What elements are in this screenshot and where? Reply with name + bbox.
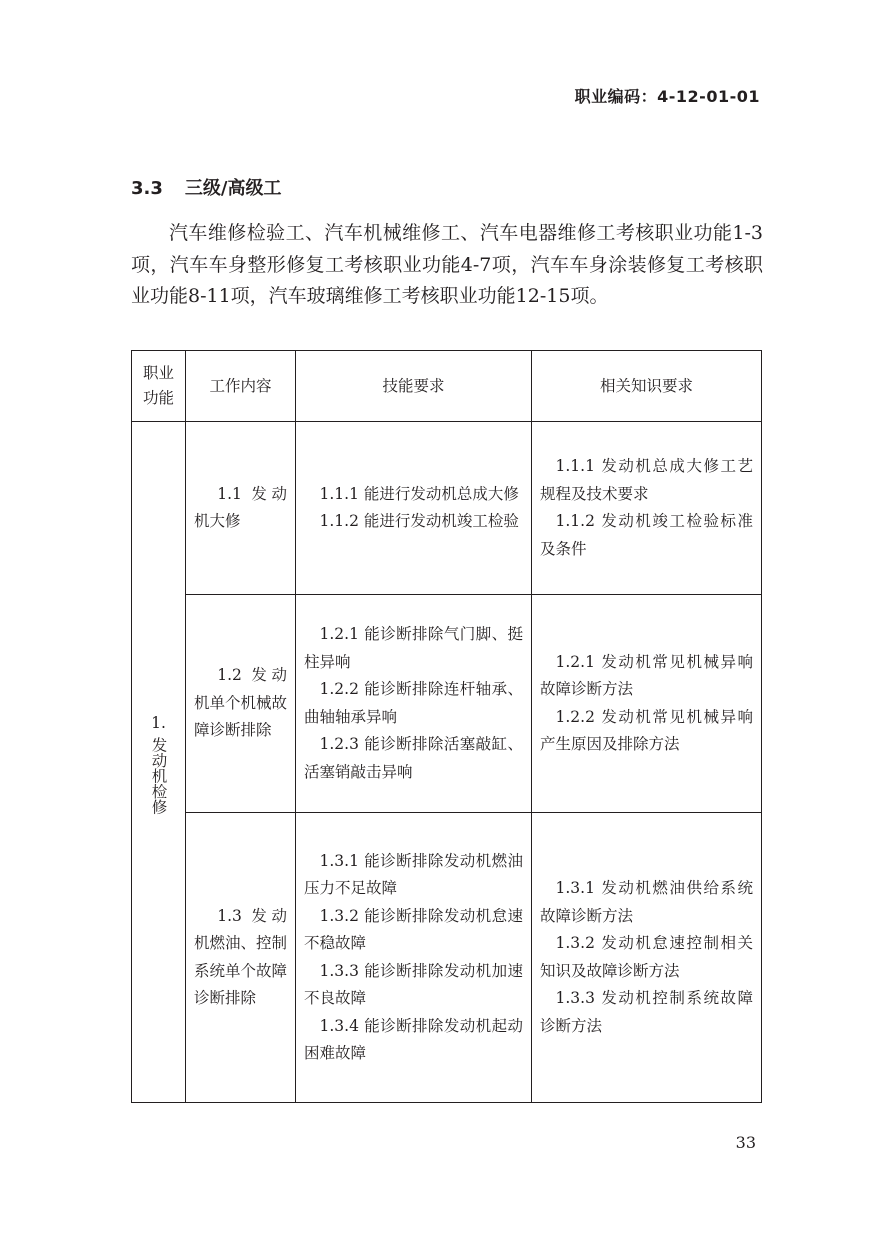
competency-table bbox=[131, 350, 762, 1103]
intro-paragraph: 汽车维修检验工、汽车机械维修工、汽车电器维修工考核职业功能1-3项，汽车车身整形修复工考核职业功能4-7项，汽车车身涂装修复工考核职业功能8-11项，汽车玻璃维修工考核职业功能12-15项。 bbox=[131, 222, 763, 307]
skill-item: 1.1.1 能进行发动机总成大修 bbox=[319, 484, 519, 503]
work-content: 1.3 发动机燃油、控制系统单个故障诊断排除 bbox=[194, 906, 288, 1007]
knowledge-cell bbox=[532, 422, 762, 595]
work-content: 1.2 发动机单个机械故障诊断排除 bbox=[194, 666, 288, 740]
table-row bbox=[132, 595, 762, 813]
knowledge-item: 1.1.1 发动机总成大修工艺规程及技术要求 bbox=[540, 457, 753, 503]
skill-item: 1.2.3 能诊断排除活塞敲缸、活塞销敲击异响 bbox=[304, 735, 523, 781]
knowledge-item: 1.3.1 发动机燃油供给系统故障诊断方法 bbox=[540, 879, 753, 925]
knowledge-cell bbox=[532, 595, 762, 813]
work-content: 1.1 发动机大修 bbox=[194, 484, 287, 530]
skills-cell bbox=[296, 813, 532, 1103]
function-number: 1. bbox=[151, 713, 166, 732]
table-row bbox=[132, 813, 762, 1103]
section-heading bbox=[131, 174, 281, 200]
skills-cell bbox=[296, 595, 532, 813]
knowledge-item: 1.3.3 发动机控制系统故障诊断方法 bbox=[540, 989, 753, 1035]
skill-item: 1.1.2 能进行发动机竣工检验 bbox=[319, 512, 519, 530]
knowledge-cell bbox=[532, 813, 762, 1103]
header-work: 工作内容 bbox=[186, 351, 296, 422]
skills-cell bbox=[296, 422, 532, 595]
knowledge-item: 1.3.2 发动机怠速控制相关知识及故障诊断方法 bbox=[540, 934, 753, 980]
skill-item: 1.3.3 能诊断排除发动机加速不良故障 bbox=[304, 961, 523, 1007]
section-title: 三级/高级工 bbox=[184, 178, 282, 199]
table-header-row bbox=[132, 351, 762, 422]
skill-item: 1.3.4 能诊断排除发动机起动困难故障 bbox=[304, 1016, 523, 1062]
work-content-cell bbox=[186, 422, 296, 595]
function-cell bbox=[132, 422, 186, 1103]
knowledge-item: 1.2.1 发动机常见机械异响故障诊断方法 bbox=[540, 652, 753, 698]
header-knowledge: 相关知识要求 bbox=[532, 351, 762, 422]
table-row bbox=[132, 422, 762, 595]
page-number: 33 bbox=[735, 1133, 756, 1152]
function-name: 发动机检修 bbox=[149, 737, 168, 815]
header-skills: 技能要求 bbox=[296, 351, 532, 422]
knowledge-item: 1.2.2 发动机常见机械异响产生原因及排除方法 bbox=[540, 707, 753, 753]
work-content-cell bbox=[186, 595, 296, 813]
skill-item: 1.2.2 能诊断排除连杆轴承、曲轴轴承异响 bbox=[304, 680, 523, 726]
work-content-cell bbox=[186, 813, 296, 1103]
header-function: 职业功能 bbox=[132, 351, 186, 422]
occupation-code: 职业编码：4-12-01-01 bbox=[574, 87, 760, 106]
knowledge-item: 1.1.2 发动机竣工检验标准及条件 bbox=[540, 512, 753, 558]
skill-item: 1.3.2 能诊断排除发动机怠速不稳故障 bbox=[304, 906, 523, 952]
section-number: 3.3 bbox=[131, 178, 163, 199]
skill-item: 1.3.1 能诊断排除发动机燃油压力不足故障 bbox=[304, 851, 523, 897]
skill-item: 1.2.1 能诊断排除气门脚、挺柱异响 bbox=[304, 625, 523, 671]
